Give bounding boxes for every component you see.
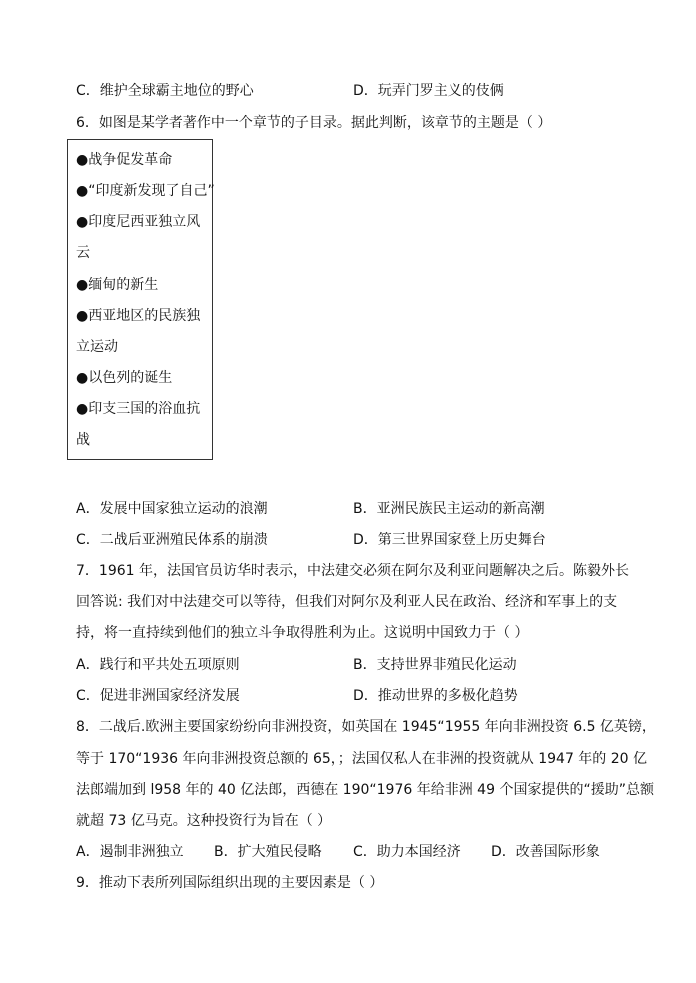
box-line: ●“印度新发现了自己” [76, 183, 215, 199]
q5-option-c: C．维护全球霸主地位的野心 [76, 83, 254, 99]
box-line: ●以色列的诞生 [76, 370, 173, 386]
q8-option-d: D．改善国际形象 [491, 844, 600, 860]
q6-option-d: D．第三世界国家登上历史舞台 [353, 532, 546, 548]
box-line: 立运动 [76, 339, 118, 355]
q8-option-c: C．助力本国经济 [353, 844, 461, 860]
q7-stem-line2: 回答说: 我们对中法建交可以等待，但我们对阿尔及利亚人民在政治、经济和军事上的支 [76, 594, 618, 610]
box-line: ●战争促发革命 [76, 152, 173, 168]
q7-option-c: C．促进非洲国家经济发展 [76, 688, 240, 704]
q6-contents-box [67, 139, 213, 460]
q8-stem-line2: 等于 170“1936 年向非洲投资总额的 65，；法国仅私人在非洲的投资就从 1947 年的 20 亿 [76, 751, 648, 767]
q8-stem-line3: 法郎端加到 l958 年的 40 亿法郎，西德在 190“1976 年给非洲 49 个国家提供的“援助”总额 [76, 782, 654, 798]
box-line: ●缅甸的新生 [76, 277, 159, 293]
box-line: ●西亚地区的民族独 [76, 308, 201, 324]
q7-stem-line3: 持，将一直持续到他们的独立斗争取得胜利为止。这说明中国致力于（ ） [76, 625, 529, 641]
box-line: 战 [76, 432, 90, 448]
q8-stem-line1: 8．二战后.欧洲主要国家纷纷向非洲投资，如英国在 1945“1955 年向非洲投资 6.5 亿英镑， [76, 719, 656, 735]
q6-option-b: B．亚洲民族民主运动的新高潮 [353, 501, 545, 517]
q8-option-a: A．遏制非洲独立 [76, 844, 184, 860]
q7-stem-line1: 7．1961 年，法国官员访华时表示，中法建交必须在阿尔及利亚问题解决之后。陈毅外长 [76, 563, 629, 579]
q9-stem: 9．推动下表所列国际组织出现的主要因素是（ ） [76, 875, 384, 891]
q6-option-a: A．发展中国家独立运动的浪潮 [76, 501, 268, 517]
box-line: 云 [76, 245, 90, 261]
q7-option-a: A．践行和平共处五项原则 [76, 657, 240, 673]
q8-option-b: B．扩大殖民侵略 [214, 844, 322, 860]
q6-option-c: C．二战后亚洲殖民体系的崩溃 [76, 532, 268, 548]
box-line: ●印度尼西亚独立风 [76, 214, 201, 230]
box-line: ●印支三国的浴血抗 [76, 401, 201, 417]
q7-option-b: B．支持世界非殖民化运动 [353, 657, 517, 673]
q7-option-d: D．推动世界的多极化趋势 [353, 688, 518, 704]
q5-option-d: D．玩弄门罗主义的伎俩 [353, 83, 504, 99]
q6-stem: 6．如图是某学者著作中一个章节的子目录。据此判断，该章节的主题是（ ） [76, 115, 552, 131]
q8-stem-line4: 就超 73 亿马克。这种投资行为旨在（ ） [76, 813, 332, 829]
